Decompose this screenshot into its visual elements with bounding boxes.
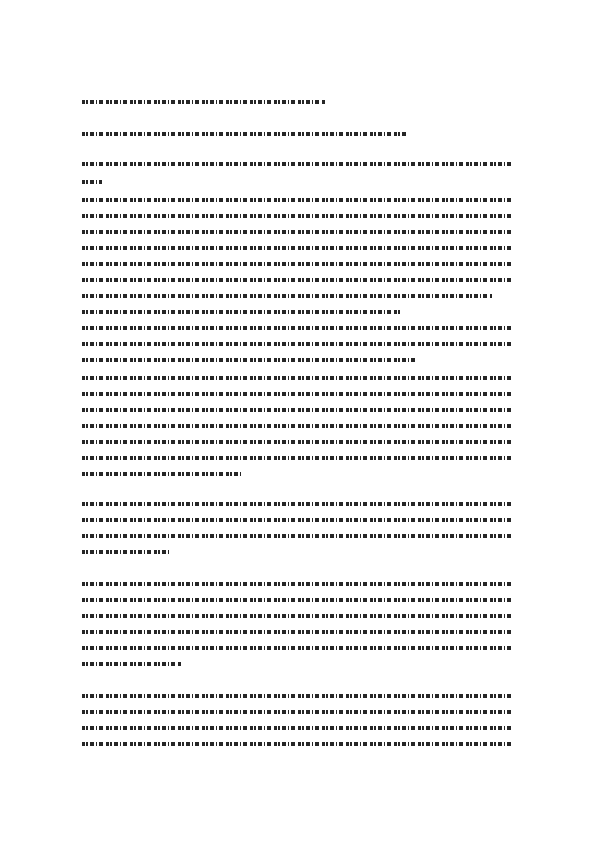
paragraph-line [82, 470, 242, 478]
paragraph-line [82, 196, 514, 204]
paragraph-line [82, 324, 514, 332]
paragraph-line [82, 292, 492, 300]
paragraph-line [82, 532, 514, 540]
paragraph-line [82, 596, 514, 604]
paragraph-line [82, 356, 418, 364]
document-subheading [82, 130, 408, 138]
paragraph-line [82, 276, 514, 284]
paragraph-line [82, 308, 402, 316]
paragraph-line [82, 406, 514, 414]
paragraph-line [82, 548, 170, 556]
paragraph-line [82, 390, 514, 398]
paragraph-line [82, 660, 182, 668]
paragraph-line [82, 340, 514, 348]
paragraph-line [82, 260, 514, 268]
paragraph-line [82, 628, 514, 636]
paragraph-line [82, 422, 514, 430]
paragraph-line [82, 692, 514, 700]
paragraph-line [82, 178, 102, 186]
paragraph-line [82, 740, 514, 748]
paragraph-line [82, 708, 514, 716]
paragraph-line [82, 454, 514, 462]
paragraph-line [82, 160, 514, 168]
paragraph-line [82, 244, 514, 252]
paragraph-line [82, 438, 514, 446]
paragraph-line [82, 724, 514, 732]
paragraph-line [82, 516, 514, 524]
paragraph-line [82, 500, 514, 508]
paragraph-line [82, 644, 514, 652]
paragraph-line [82, 580, 514, 588]
paragraph-line [82, 212, 514, 220]
paragraph-line [82, 228, 514, 236]
paragraph-line [82, 374, 514, 382]
paragraph-line [82, 612, 514, 620]
document-heading [82, 98, 326, 106]
